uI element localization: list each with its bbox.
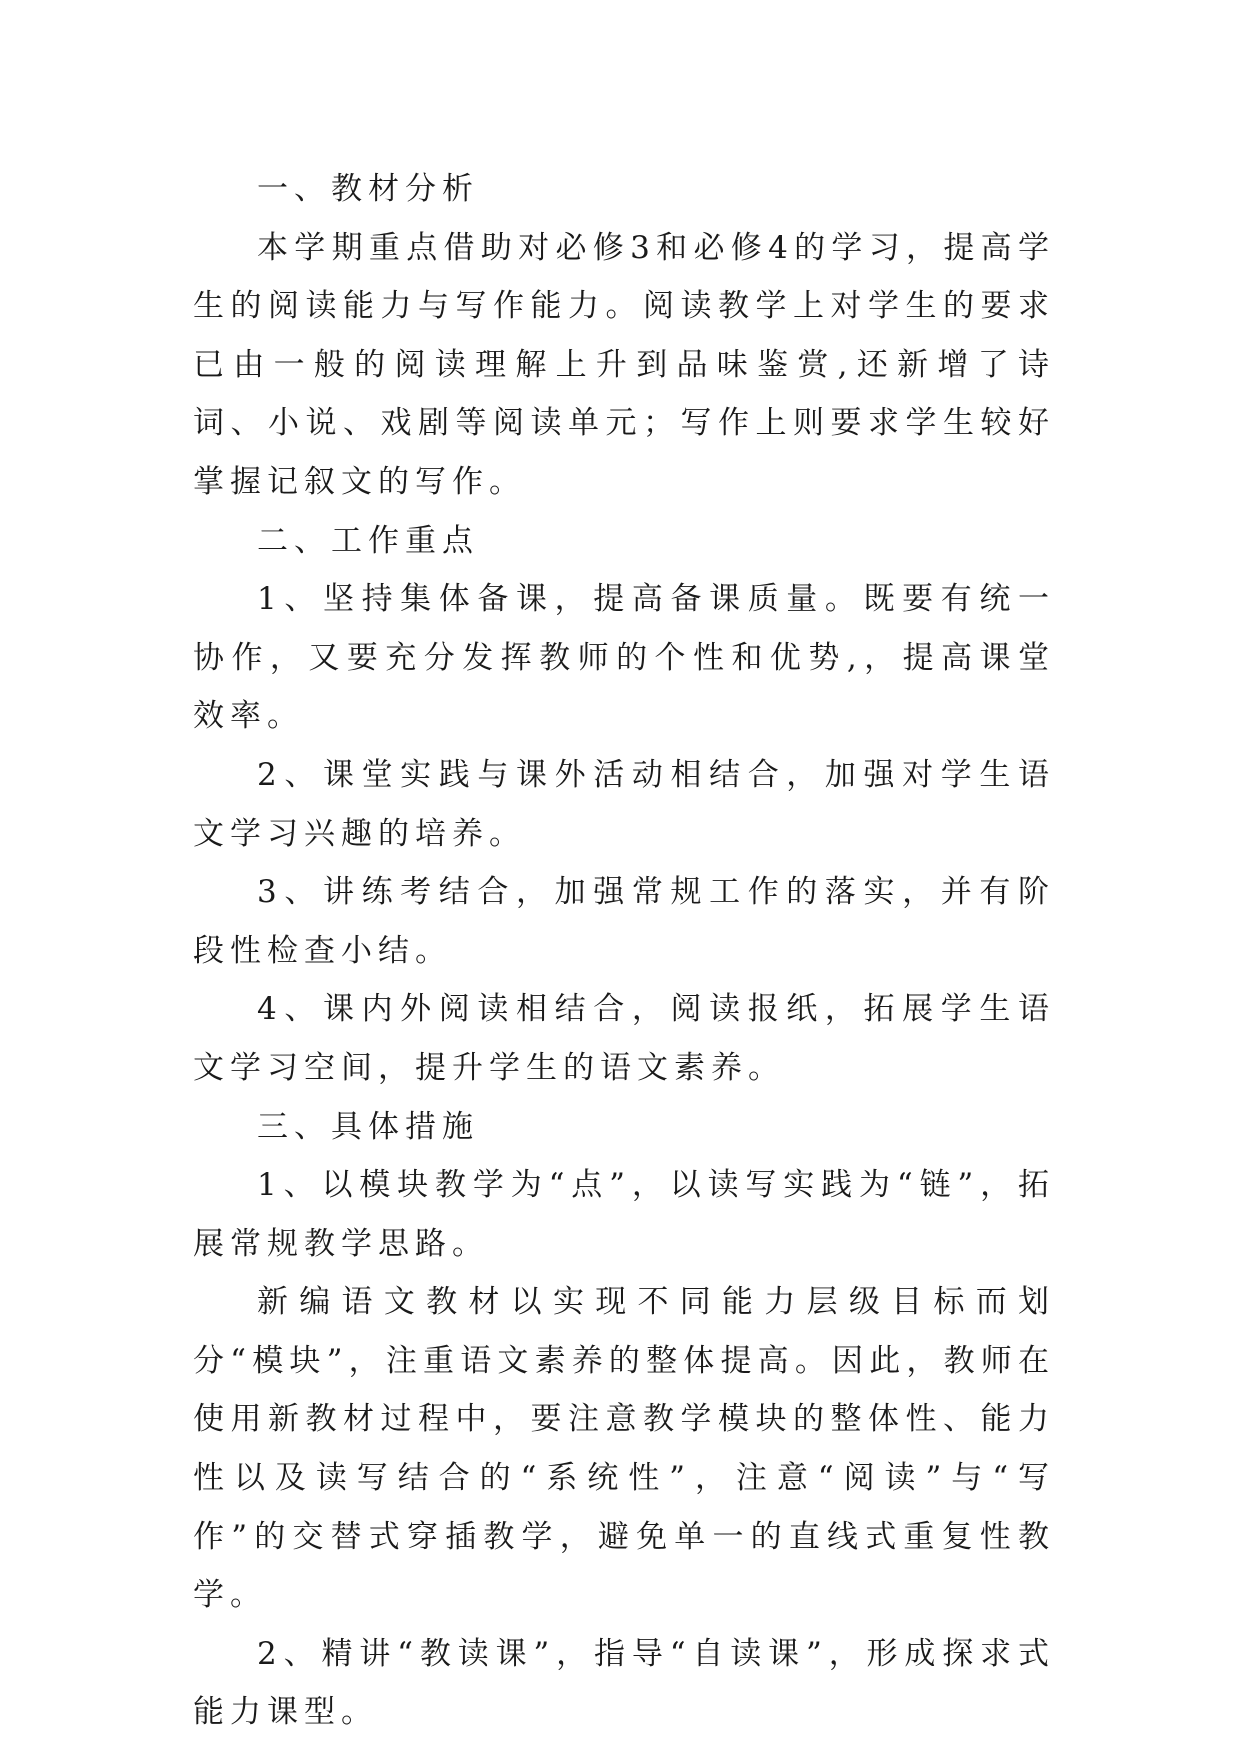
paragraph-textbook-analysis: 本学期重点借助对必修3和必修4的学习，提高学生的阅读能力与写作能力。阅读教学上对学生的要求已由一般的阅读理解上升到品味鉴赏,还新增了诗词、小说、戏剧等阅读单元；写作上则要求学生较好掌握记叙文的写作。: [193, 229, 1055, 500]
list-item-classroom-practice: 2、课堂实践与课外活动相结合，加强对学生语文学习兴趣的培养。: [193, 756, 1055, 852]
list-item-module-teaching: 1、以模块教学为“点”，以读写实践为“链”，拓展常规教学思路。: [193, 1167, 1055, 1262]
document-body: [193, 160, 1055, 1742]
list-item-lecture-practice-exam: 3、讲练考结合，加强常规工作的落实，并有阶段性检查小结。: [193, 874, 1055, 969]
paragraph-new-textbook-modules: 新编语文教材以实现不同能力层级目标而划分“模块”，注重语文素养的整体提高。因此，教师在使用新教材过程中，要注意教学模块的整体性、能力性以及读写结合的“系统性”，注意“阅读”与“写作”的交替式穿插教学，避免单一的直线式重复性教学。: [193, 1284, 1055, 1614]
list-item-extracurricular-reading: 4、课内外阅读相结合，阅读报纸，拓展学生语文学习空间，提升学生的语文素养。: [193, 991, 1055, 1086]
list-item-collective-lesson-prep: 1、坚持集体备课，提高备课质量。既要有统一协作，又要充分发挥教师的个性和优势,，提高课堂效率。: [193, 581, 1055, 735]
section-heading-textbook-analysis: 一、教材分析: [257, 171, 479, 207]
section-heading-specific-measures: 三、具体措施: [257, 1108, 479, 1145]
list-item-guided-reading: 2、精讲“教读课”，指导“自读课”，形成探求式能力课型。: [193, 1635, 1055, 1731]
section-heading-work-focus: 二、工作重点: [257, 522, 479, 559]
